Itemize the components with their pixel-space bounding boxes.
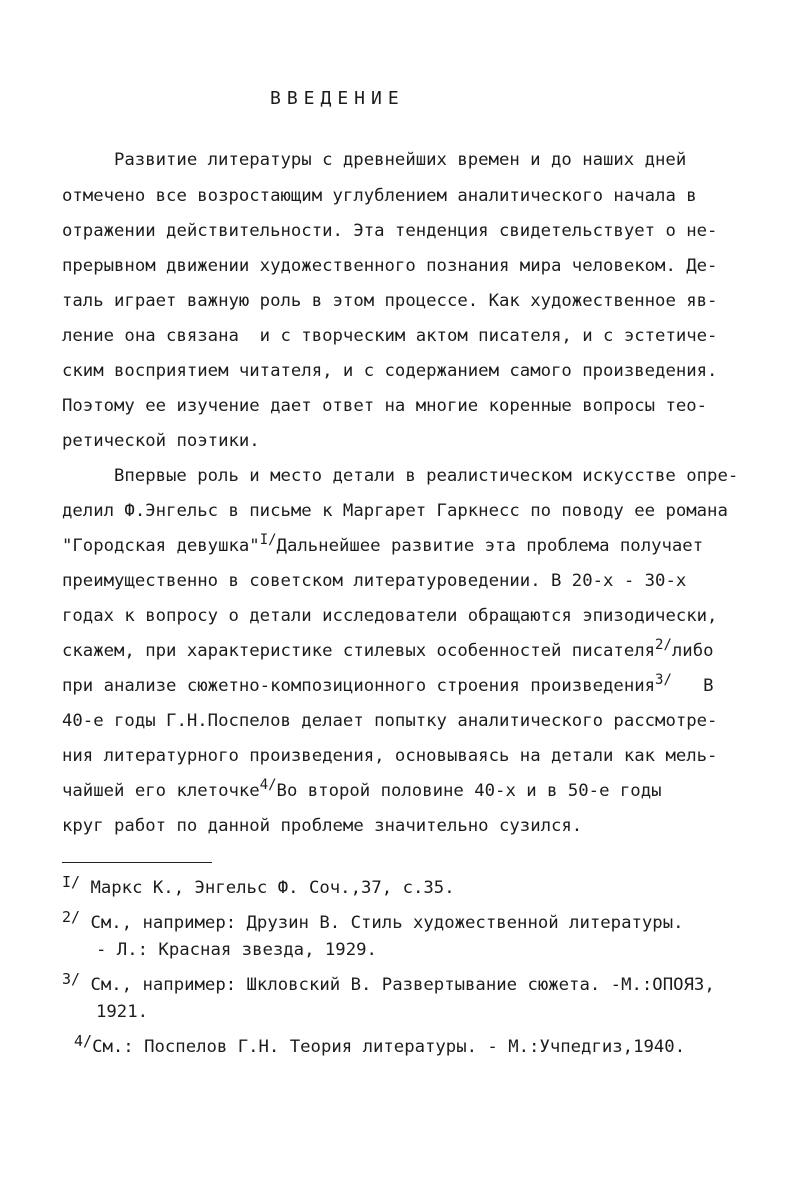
sentence-text: Дальнейшее развитие эта проблема получает — [276, 536, 704, 556]
paragraph-line: ретической поэтики. — [62, 431, 260, 451]
sentence-text: при анализе сюжетно-композиционного строения произведения — [62, 676, 656, 696]
footnote-ref-4: 4/ — [259, 777, 277, 793]
paragraph-line — [62, 672, 714, 696]
paragraph-line: отмечено все возростающим углублением аналитического начала в — [62, 186, 697, 206]
paragraph-line: круг работ по данной проблеме значительно сузился. — [62, 816, 583, 836]
sentence-text: В — [703, 676, 714, 696]
page-title: ВВЕДЕНИЕ — [270, 88, 405, 109]
paragraph-line: Впервые роль и место детали в реалистическом искусстве опре- — [114, 466, 739, 486]
footnote-text: См., например: Друзин В. Стиль художественной литературы. — [90, 913, 684, 933]
footnote-2 — [62, 908, 684, 933]
paragraph-line: отражении действительности. Эта тенденция свидетельствует о не- — [62, 221, 718, 241]
footnote-text: Маркс К., Энгельс Ф. Соч.,37, с.35. — [90, 878, 455, 898]
sentence-text: Во второй половине 40-х и в 50-е годы — [276, 781, 662, 801]
footnote-text: См.: Поспелов Г.Н. Теория литературы. - М.:Учпедгиз,1940. — [92, 1037, 686, 1057]
sentence-text: скажем, при характеристике стилевых особенностей писателя — [62, 641, 656, 661]
footnote-mark: 2/ — [62, 908, 81, 926]
footnote-mark: I/ — [62, 873, 81, 891]
paragraph-line: 40-е годы Г.Н.Поспелов делает попытку аналитического рассмотре- — [62, 711, 718, 731]
paragraph-line — [62, 532, 704, 556]
sentence-text: либо — [671, 641, 714, 661]
paragraph-line: преимущественно в советском литературоведении. В 20-х - 30-х — [62, 571, 687, 591]
footnote-mark: 4/ — [74, 1032, 93, 1050]
footnote-2-continued: - Л.: Красная звезда, 1929. — [96, 940, 377, 960]
footnote-ref-1: I/ — [259, 532, 277, 548]
footnote-text: См., например: Шкловский В. Развертывание сюжета. -М.:ОПОЯЗ, — [90, 975, 715, 995]
footnote-3-continued: 1921. — [96, 1002, 149, 1022]
footnote-ref-3: 3/ — [655, 672, 672, 688]
footnote-1 — [62, 873, 455, 898]
paragraph-line: делил Ф.Энгельс в письме к Маргарет Гаркнесс по поводу ее романа — [62, 501, 728, 521]
paragraph-line — [62, 777, 662, 801]
paragraph-line: ния литературного произведения, основываясь на детали как мель- — [62, 746, 718, 766]
paragraph-line: прерывном движении художественного познания мира человеком. Де- — [62, 256, 718, 276]
footnote-ref-2: 2/ — [655, 637, 672, 653]
paragraph-line: таль играет важную роль в этом процессе. Как художественное яв- — [62, 291, 718, 311]
paragraph-line: Поэтому ее изучение дает ответ на многие коренные вопросы тео- — [62, 396, 708, 416]
paragraph-line: ление она связана и с творческим актом писателя, и с эстетиче- — [62, 326, 718, 346]
paragraph-line — [62, 637, 714, 661]
footnote-3 — [62, 970, 715, 995]
paragraph-line: Развитие литературы с древнейших времен и до наших дней — [114, 150, 687, 170]
paragraph-line: годах к вопросу о детали исследователи обращаются эпизодически, — [62, 606, 718, 626]
footnote-separator — [62, 862, 212, 863]
paragraph-line: ским восприятием читателя, и с содержанием самого произведения. — [62, 361, 718, 381]
footnote-mark: 3/ — [62, 970, 81, 988]
sentence-text: чайшей его клеточке — [62, 781, 260, 801]
quoted-title: "Городская девушка" — [62, 536, 260, 556]
footnote-4 — [74, 1032, 686, 1057]
